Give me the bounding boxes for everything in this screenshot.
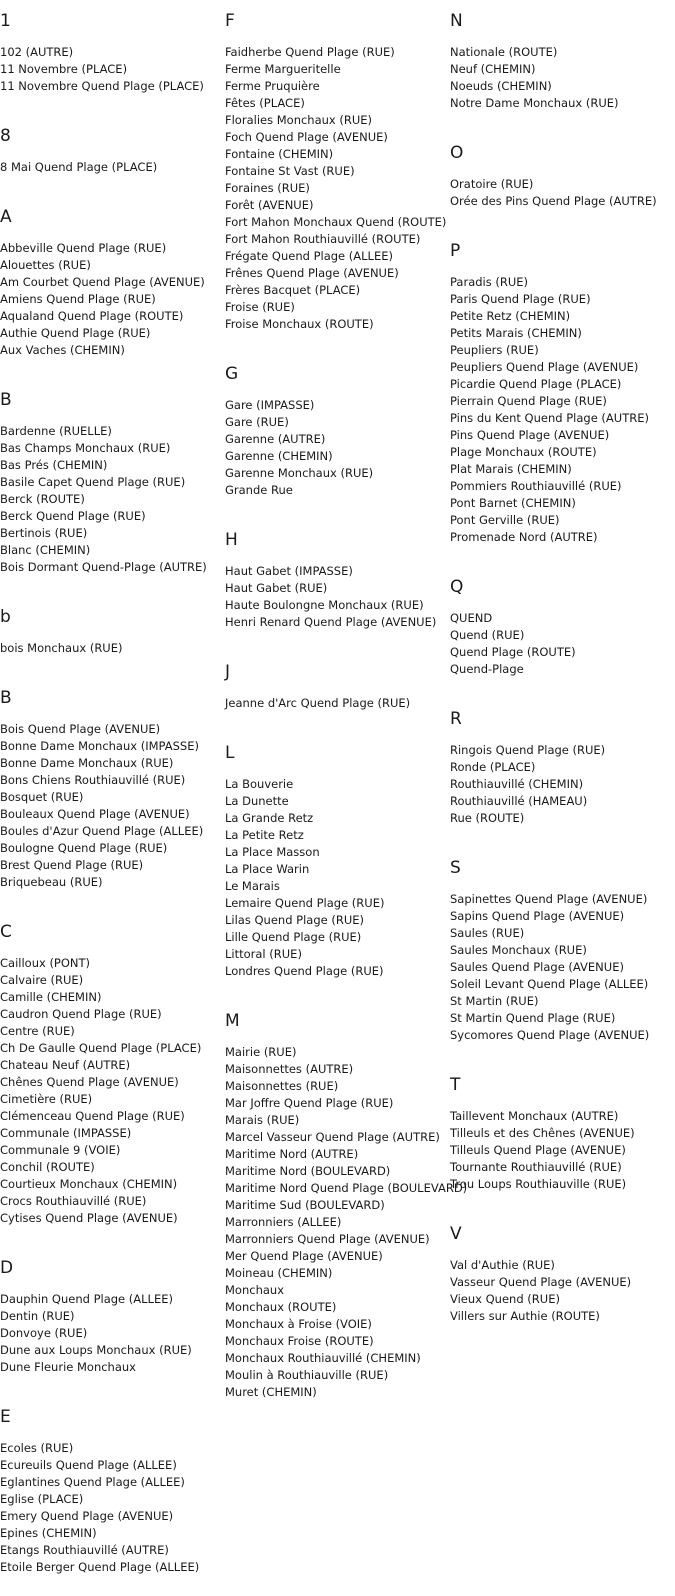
street-list-item: Petite Retz (CHEMIN) <box>450 309 571 323</box>
letter-section <box>450 0 675 112</box>
street-list <box>0 1440 225 1576</box>
section-letter-heading: P <box>450 241 461 261</box>
street-list-item: Haut Gabet (RUE) <box>225 581 328 595</box>
street-list-item: 11 Novembre Quend Plage (PLACE) <box>0 79 204 93</box>
street-list-item: Petits Marais (CHEMIN) <box>450 326 582 340</box>
street-list-item: Froise Monchaux (ROUTE) <box>225 317 374 331</box>
street-list-item: Garenne (CHEMIN) <box>225 449 333 463</box>
letter-section <box>450 698 675 827</box>
street-list-item: Boulogne Quend Plage (RUE) <box>0 841 168 855</box>
street-list-item: Courtieux Monchaux (CHEMIN) <box>0 1177 178 1191</box>
street-list-item: Brest Quend Plage (RUE) <box>0 858 144 872</box>
street-list-item: Muret (CHEMIN) <box>225 1385 317 1399</box>
street-list-item: Plat Marais (CHEMIN) <box>450 462 572 476</box>
street-list-item: Nationale (ROUTE) <box>450 45 558 59</box>
street-list-item: Tilleuls Quend Plage (AVENUE) <box>450 1143 626 1157</box>
street-list-item: Ecureuils Quend Plage (ALLEE) <box>0 1458 177 1472</box>
street-list-item: La Bouverie <box>225 777 294 791</box>
street-list-item: Frégate Quend Plage (ALLEE) <box>225 249 393 263</box>
street-list <box>0 1291 225 1376</box>
letter-section <box>225 651 450 712</box>
street-list-item: Soleil Levant Quend Plage (ALLEE) <box>450 977 649 991</box>
street-list-item: Fontaine (CHEMIN) <box>225 147 334 161</box>
street-list-item: Pont Barnet (CHEMIN) <box>450 496 576 510</box>
section-letter-heading: C <box>0 922 12 942</box>
street-list-item: La Petite Retz <box>225 828 304 842</box>
street-list-item: Maisonnettes (RUE) <box>225 1079 339 1093</box>
street-list <box>0 159 225 176</box>
street-list-item: Routhiauvillé (CHEMIN) <box>450 777 584 791</box>
street-list-item: Emery Quend Plage (AVENUE) <box>0 1509 174 1523</box>
section-letter-heading: B <box>0 390 12 410</box>
section-letter-heading: V <box>450 1224 462 1244</box>
street-list-item: Eglantines Quend Plage (ALLEE) <box>0 1475 185 1489</box>
street-list-item: Neuf (CHEMIN) <box>450 62 536 76</box>
street-list-item: Val d'Authie (RUE) <box>450 1258 555 1272</box>
street-list-item: Am Courbet Quend Plage (AVENUE) <box>0 275 205 289</box>
street-list <box>450 742 675 827</box>
letter-section <box>0 0 225 95</box>
street-list-item: Garenne Monchaux (RUE) <box>225 466 374 480</box>
street-list-item: Bardenne (RUELLE) <box>0 424 112 438</box>
street-list <box>225 695 450 712</box>
street-list <box>0 240 225 359</box>
street-list-item: Cailloux (PONT) <box>0 956 91 970</box>
street-list <box>225 397 450 499</box>
street-list-item: Bonne Dame Monchaux (IMPASSE) <box>0 739 199 753</box>
street-list-item: Dentin (RUE) <box>0 1309 75 1323</box>
letter-section <box>225 0 450 333</box>
street-list-item: Quend-Plage <box>450 662 524 676</box>
street-list-item: Sapins Quend Plage (AVENUE) <box>450 909 625 923</box>
street-list <box>0 423 225 576</box>
street-list <box>225 776 450 980</box>
street-list <box>450 891 675 1044</box>
street-list-item: Pins Quend Plage (AVENUE) <box>450 428 610 442</box>
street-list-item: Clémenceau Quend Plage (RUE) <box>0 1109 185 1123</box>
street-list-item: Forêt (AVENUE) <box>225 198 314 212</box>
street-list-item: Marcel Vasseur Quend Plage (AUTRE) <box>225 1130 440 1144</box>
section-letter-heading: 1 <box>0 11 11 31</box>
street-list-item: Lemaire Quend Plage (RUE) <box>225 896 385 910</box>
street-list-item: Bois Quend Plage (AVENUE) <box>0 722 161 736</box>
street-list-item: Frênes Quend Plage (AVENUE) <box>225 266 399 280</box>
street-list-item: Berck (ROUTE) <box>0 492 85 506</box>
street-list <box>0 640 225 657</box>
street-list-item: Ferme Pruquière <box>225 79 320 93</box>
street-list-item: Saules (RUE) <box>450 926 525 940</box>
street-list-item: Berck Quend Plage (RUE) <box>0 509 146 523</box>
street-list-item: Maritime Nord Quend Plage (BOULEVARD) <box>225 1181 468 1195</box>
street-column-3 <box>450 0 675 1345</box>
street-list-item: Mer Quend Plage (AVENUE) <box>225 1249 383 1263</box>
street-list-item: Dune Fleurie Monchaux <box>0 1360 136 1374</box>
street-list-item: Monchaux à Froise (VOIE) <box>225 1317 372 1331</box>
street-list-item: Crocs Routhiauvillé (RUE) <box>0 1194 147 1208</box>
street-list <box>450 44 675 112</box>
street-list-item: Bons Chiens Routhiauvillé (RUE) <box>0 773 186 787</box>
street-list-item: Tilleuls et des Chênes (AVENUE) <box>450 1126 635 1140</box>
street-list-item: Monchaux Routhiauvillé (CHEMIN) <box>225 1351 421 1365</box>
street-list-item: Quend Plage (ROUTE) <box>450 645 576 659</box>
street-list-item: Paris Quend Plage (RUE) <box>450 292 591 306</box>
street-list-item: Cimetière (RUE) <box>0 1092 93 1106</box>
street-list-item: Henri Renard Quend Plage (AVENUE) <box>225 615 437 629</box>
street-list-item: Etoile Berger Quend Plage (ALLEE) <box>0 1560 200 1574</box>
street-list-item: Conchil (ROUTE) <box>0 1160 95 1174</box>
letter-section <box>450 566 675 678</box>
street-list-item: Marronniers Quend Plage (AVENUE) <box>225 1232 430 1246</box>
street-list-item: Sapinettes Quend Plage (AVENUE) <box>450 892 648 906</box>
street-list-item: Peupliers (RUE) <box>450 343 539 357</box>
street-list-item: QUEND <box>450 611 493 625</box>
letter-section <box>0 196 225 359</box>
street-list-item: Gare (RUE) <box>225 415 289 429</box>
street-list-item: La Dunette <box>225 794 289 808</box>
street-list <box>450 610 675 678</box>
street-list-item: Chateau Neuf (AUTRE) <box>0 1058 131 1072</box>
street-list <box>450 274 675 546</box>
street-list-item: Epines (CHEMIN) <box>0 1526 97 1540</box>
street-list-item: Vasseur Quend Plage (AVENUE) <box>450 1275 632 1289</box>
street-list-item: Saules Quend Plage (AVENUE) <box>450 960 624 974</box>
section-letter-heading: b <box>0 607 11 627</box>
street-list-item: Bertinois (RUE) <box>0 526 88 540</box>
letter-section <box>0 677 225 891</box>
street-list-item: Picardie Quend Plage (PLACE) <box>450 377 622 391</box>
street-list-item: Foch Quend Plage (AVENUE) <box>225 130 388 144</box>
street-list-item: Ch De Gaulle Quend Plage (PLACE) <box>0 1041 202 1055</box>
street-list-item: Ecoles (RUE) <box>0 1441 74 1455</box>
street-list-item: Pins du Kent Quend Plage (AUTRE) <box>450 411 649 425</box>
street-list-item: Boules d'Azur Quend Plage (ALLEE) <box>0 824 204 838</box>
street-list-item: Fort Mahon Monchaux Quend (ROUTE) <box>225 215 447 229</box>
section-letter-heading: O <box>450 143 464 163</box>
street-list-item: Bonne Dame Monchaux (RUE) <box>0 756 174 770</box>
street-list-item: Authie Quend Plage (RUE) <box>0 326 151 340</box>
street-list-item: Notre Dame Monchaux (RUE) <box>450 96 619 110</box>
section-letter-heading: M <box>225 1011 240 1031</box>
street-list-item: Fort Mahon Routhiauvillé (ROUTE) <box>225 232 421 246</box>
street-list-item: Donvoye (RUE) <box>0 1326 88 1340</box>
letter-section <box>0 596 225 657</box>
street-list-item: Pommiers Routhiauvillé (RUE) <box>450 479 622 493</box>
street-list-item: Communale (IMPASSE) <box>0 1126 132 1140</box>
street-list <box>0 44 225 95</box>
letter-section <box>0 379 225 576</box>
street-list-item: Monchaux Froise (ROUTE) <box>225 1334 374 1348</box>
street-list-item: Orée des Pins Quend Plage (AUTRE) <box>450 194 657 208</box>
street-list-item: Peupliers Quend Plage (AVENUE) <box>450 360 639 374</box>
section-letter-heading: N <box>450 11 463 31</box>
street-list-item: Eglise (PLACE) <box>0 1492 84 1506</box>
street-list-item: La Place Masson <box>225 845 320 859</box>
street-list-item: Bouleaux Quend Plage (AVENUE) <box>0 807 190 821</box>
letter-section <box>450 132 675 210</box>
street-list-item: Taillevent Monchaux (AUTRE) <box>450 1109 619 1123</box>
street-list-item: Maritime Nord (AUTRE) <box>225 1147 359 1161</box>
street-list-item: Blanc (CHEMIN) <box>0 543 91 557</box>
letter-section <box>225 1000 468 1401</box>
street-list-item: Dune aux Loups Monchaux (RUE) <box>0 1343 192 1357</box>
street-list-item: Ronde (PLACE) <box>450 760 536 774</box>
street-list-item: Moulin à Routhiauville (RUE) <box>225 1368 389 1382</box>
street-list-item: Haut Gabet (IMPASSE) <box>225 564 353 578</box>
street-list <box>0 721 225 891</box>
street-list-item: Lille Quend Plage (RUE) <box>225 930 362 944</box>
street-list-item: St Martin Quend Plage (RUE) <box>450 1011 616 1025</box>
street-list-item: Ringois Quend Plage (RUE) <box>450 743 606 757</box>
section-letter-heading: S <box>450 858 461 878</box>
street-list-item: Mairie (RUE) <box>225 1045 297 1059</box>
street-list-item: Littoral (RUE) <box>225 947 302 961</box>
street-list <box>225 44 450 333</box>
street-list-item: Saules Monchaux (RUE) <box>450 943 587 957</box>
street-list-item: Aqualand Quend Plage (ROUTE) <box>0 309 184 323</box>
street-list-item: Le Marais <box>225 879 280 893</box>
street-list-item: Faidherbe Quend Plage (RUE) <box>225 45 395 59</box>
street-list-item: Jeanne d'Arc Quend Plage (RUE) <box>225 696 411 710</box>
street-list-item: Londres Quend Plage (RUE) <box>225 964 384 978</box>
street-list-item: Fêtes (PLACE) <box>225 96 305 110</box>
street-list <box>225 1044 468 1401</box>
section-letter-heading: T <box>450 1075 461 1095</box>
street-list-item: Pont Gerville (RUE) <box>450 513 560 527</box>
street-list-item: bois Monchaux (RUE) <box>0 641 123 655</box>
street-list-item: Noeuds (CHEMIN) <box>450 79 552 93</box>
street-list-item: Centre (RUE) <box>0 1024 75 1038</box>
street-list-item: Lilas Quend Plage (RUE) <box>225 913 365 927</box>
street-list-item: Maritime Sud (BOULEVARD) <box>225 1198 385 1212</box>
street-list-item: Paradis (RUE) <box>450 275 529 289</box>
street-list-item: Routhiauvillé (HAMEAU) <box>450 794 588 808</box>
letter-section <box>0 1247 225 1376</box>
street-list-item: Camille (CHEMIN) <box>0 990 102 1004</box>
street-list-item: Basile Capet Quend Plage (RUE) <box>0 475 186 489</box>
street-list-item: Cytises Quend Plage (AVENUE) <box>0 1211 178 1225</box>
street-list-item: Maisonnettes (AUTRE) <box>225 1062 354 1076</box>
street-list-item: La Grande Retz <box>225 811 314 825</box>
street-list-item: Grande Rue <box>225 483 293 497</box>
street-list-item: Froise (RUE) <box>225 300 295 314</box>
section-letter-heading: R <box>450 709 462 729</box>
street-list-item: Ferme Margueritelle <box>225 62 341 76</box>
street-list-item: Sycomores Quend Plage (AVENUE) <box>450 1028 650 1042</box>
letter-section <box>450 1213 675 1325</box>
street-list-item: Calvaire (RUE) <box>0 973 84 987</box>
street-column-2 <box>225 0 468 1421</box>
street-list-item: Aux Vaches (CHEMIN) <box>0 343 125 357</box>
street-list <box>0 955 225 1227</box>
street-list-item: St Martin (RUE) <box>450 994 539 1008</box>
street-list-item: Fontaine St Vast (RUE) <box>225 164 355 178</box>
section-letter-heading: G <box>225 364 239 384</box>
street-list-item: La Place Warin <box>225 862 310 876</box>
street-list-item: Bosquet (RUE) <box>0 790 84 804</box>
street-list-item: Bas Champs Monchaux (RUE) <box>0 441 171 455</box>
letter-section <box>0 115 225 176</box>
street-list-item: Foraines (RUE) <box>225 181 310 195</box>
section-letter-heading: F <box>225 11 235 31</box>
letter-section <box>225 732 450 980</box>
street-list <box>450 1257 675 1325</box>
street-list <box>450 1108 675 1193</box>
letter-section <box>450 1064 675 1193</box>
street-list <box>225 563 450 631</box>
street-list-item: Plage Monchaux (ROUTE) <box>450 445 597 459</box>
street-column-1 <box>0 0 225 1596</box>
street-list-item: Mar Joffre Quend Plage (RUE) <box>225 1096 394 1110</box>
street-list-item: Alouettes (RUE) <box>0 258 91 272</box>
street-list-item: Dauphin Quend Plage (ALLEE) <box>0 1292 173 1306</box>
letter-section <box>0 1396 225 1576</box>
street-list-item: Pierrain Quend Plage (RUE) <box>450 394 607 408</box>
street-list-item: Garenne (AUTRE) <box>225 432 326 446</box>
street-list-item: Oratoire (RUE) <box>450 177 534 191</box>
section-letter-heading: J <box>225 662 231 682</box>
street-list-item: Marais (RUE) <box>225 1113 300 1127</box>
section-letter-heading: H <box>225 530 238 550</box>
street-list-item: Bas Prés (CHEMIN) <box>0 458 108 472</box>
street-list-item: Trou Loups Routhiauville (RUE) <box>450 1177 627 1191</box>
street-list-item: Tournante Routhiauvillé (RUE) <box>450 1160 622 1174</box>
street-list-item: Monchaux (ROUTE) <box>225 1300 337 1314</box>
letter-section <box>450 230 675 546</box>
street-list-item: Bois Dormant Quend-Plage (AUTRE) <box>0 560 207 574</box>
section-letter-heading: 8 <box>0 126 11 146</box>
letter-section <box>225 353 450 499</box>
street-list-item: Maritime Nord (BOULEVARD) <box>225 1164 391 1178</box>
section-letter-heading: E <box>0 1407 11 1427</box>
street-list-item: Haute Boulongne Monchaux (RUE) <box>225 598 424 612</box>
street-list-item: Amiens Quend Plage (RUE) <box>0 292 156 306</box>
letter-section <box>225 519 450 631</box>
letter-section <box>450 847 675 1044</box>
street-list-item: Etangs Routhiauvillé (AUTRE) <box>0 1543 169 1557</box>
street-list-item: Briquebeau (RUE) <box>0 875 103 889</box>
street-list-item: Chênes Quend Plage (AVENUE) <box>0 1075 179 1089</box>
section-letter-heading: A <box>0 207 12 227</box>
street-list-item: Caudron Quend Plage (RUE) <box>0 1007 162 1021</box>
street-list-item: 11 Novembre (PLACE) <box>0 62 128 76</box>
letter-section <box>0 911 225 1227</box>
street-list-item: Vieux Quend (RUE) <box>450 1292 560 1306</box>
section-letter-heading: L <box>225 743 235 763</box>
section-letter-heading: B <box>0 688 12 708</box>
street-list <box>450 176 675 210</box>
street-list-item: Rue (ROUTE) <box>450 811 525 825</box>
street-list-item: Monchaux <box>225 1283 284 1297</box>
street-list-item: Communale 9 (VOIE) <box>0 1143 121 1157</box>
street-list-item: Quend (RUE) <box>450 628 525 642</box>
street-list-item: Promenade Nord (AUTRE) <box>450 530 598 544</box>
street-list-item: 8 Mai Quend Plage (PLACE) <box>0 160 158 174</box>
street-list-item: Abbeville Quend Plage (RUE) <box>0 241 167 255</box>
section-letter-heading: D <box>0 1258 14 1278</box>
street-list-item: Floralies Monchaux (RUE) <box>225 113 373 127</box>
street-list-item: Marronniers (ALLEE) <box>225 1215 342 1229</box>
street-list-item: Moineau (CHEMIN) <box>225 1266 333 1280</box>
street-list-item: Frères Bacquet (PLACE) <box>225 283 361 297</box>
street-list-item: Gare (IMPASSE) <box>225 398 315 412</box>
section-letter-heading: Q <box>450 577 464 597</box>
street-list-item: 102 (AUTRE) <box>0 45 74 59</box>
street-list-item: Villers sur Authie (ROUTE) <box>450 1309 600 1323</box>
